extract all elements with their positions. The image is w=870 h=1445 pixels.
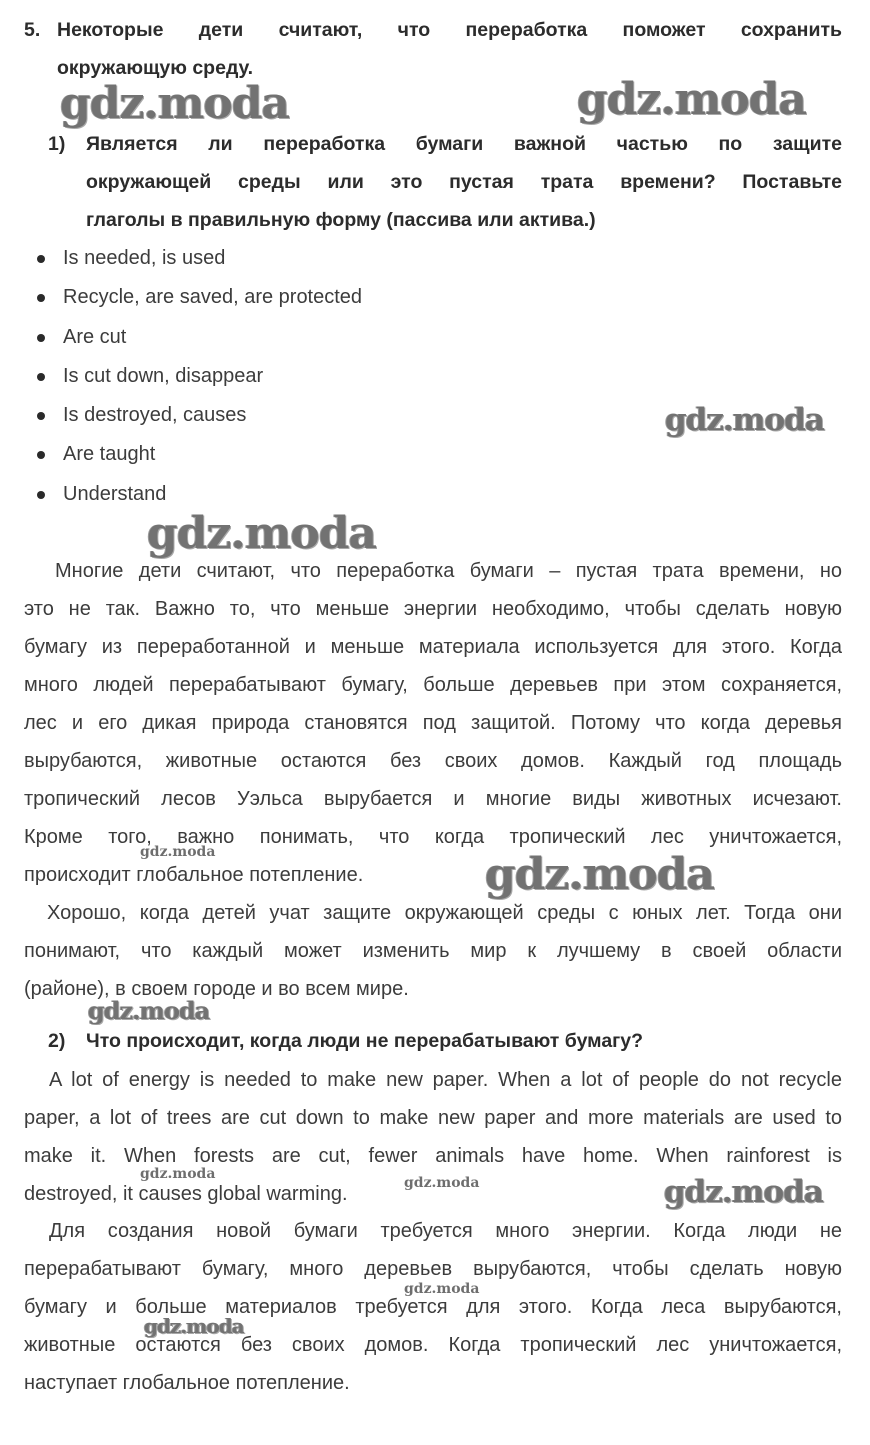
bullet-icon (37, 373, 45, 381)
list-item (63, 396, 763, 435)
paragraph-line: (районе), в своем городе и во всем мире. (24, 978, 409, 1000)
paragraph-line: Для создания новой бумаги требуется много энергии. Когда люди не (49, 1220, 842, 1242)
paragraph-line: вырубаются, животные остаются без своих домов. Каждый год площадь (24, 750, 842, 772)
watermark: gdz.moda (140, 1166, 216, 1182)
paragraph-line: make it. When forests are cut, fewer animals have home. When rainforest is (24, 1145, 842, 1167)
bullet-icon (37, 412, 45, 420)
question1-line: глаголы в правильную форму (пассива или актива.) (86, 209, 596, 231)
paragraph-ru-2 (24, 894, 842, 1008)
task-line: окружающую среду. (57, 57, 254, 79)
answer-text: Are cut (63, 325, 127, 348)
watermark: gdz.moda (404, 1281, 480, 1297)
watermark: gdz.moda (577, 74, 807, 125)
paragraph-line: destroyed, it causes global warming. (24, 1183, 348, 1205)
watermark: gdz.moda (664, 1174, 823, 1210)
paragraph-line: много людей перерабатывают бумагу, больше деревьев при этом сохраняется, (24, 674, 842, 696)
paragraph-line: Многие дети считают, что переработка бумаги – пустая трата времени, но (55, 560, 842, 582)
bullet-icon (37, 334, 45, 342)
question2-text: Что происходит, когда люди не перерабатывают бумагу? (86, 1030, 644, 1052)
watermark: gdz.moda (60, 78, 290, 129)
watermark: gdz.moda (140, 844, 216, 860)
bullet-icon (37, 451, 45, 459)
watermark: gdz.moda (88, 996, 210, 1025)
paragraph-line: Кроме того, важно понимать, что когда тропический лес уничтожается, (24, 826, 842, 848)
answer-text: Is cut down, disappear (63, 364, 264, 387)
list-item (63, 278, 763, 317)
answer-text: Is destroyed, causes (63, 404, 247, 427)
answer-text: Understand (63, 482, 167, 505)
paragraph-line: Хорошо, когда детей учат защите окружающей среды с юных лет. Тогда они (47, 902, 842, 924)
paragraph-ru-1 (24, 552, 842, 894)
watermark: gdz.moda (144, 1314, 244, 1338)
paragraph-ru-3 (24, 1212, 842, 1402)
task-line: Некоторые дети считают, что переработка поможет сохранить (57, 19, 842, 41)
watermark: gdz.moda (665, 402, 824, 438)
watermark: gdz.moda (404, 1175, 480, 1191)
list-item (63, 318, 763, 357)
question1-number: 1) (48, 133, 66, 155)
watermark: gdz.moda (485, 849, 715, 900)
question2-number: 2) (48, 1030, 66, 1052)
paragraph-line: paper, a lot of trees are cut down to make new paper and more materials are used to (24, 1107, 842, 1129)
answer-text: Recycle, are saved, are protected (63, 286, 363, 309)
paragraph-line: тропический лесов Уэльса вырубается и многие виды животных исчезают. (24, 788, 842, 810)
paragraph-line: A lot of energy is needed to make new paper. When a lot of people do not recycle (49, 1069, 842, 1091)
answer-text: Is needed, is used (63, 247, 226, 269)
paragraph-line: наступает глобальное потепление. (24, 1372, 350, 1394)
bullet-icon (37, 294, 45, 302)
paragraph-line: происходит глобальное потепление. (24, 864, 364, 886)
list-item (63, 435, 763, 474)
paragraph-line: перерабатывают бумагу, много деревьев вырубаются, чтобы сделать новую (24, 1258, 842, 1280)
paragraph-line: животные остаются без своих домов. Когда тропический лес уничтожается, (24, 1334, 842, 1356)
paragraph-line: бумагу из переработанной и меньше материала используется для этого. Когда (24, 636, 842, 658)
paragraph-line: лес и его дикая природа становятся под защитой. Потому что когда деревья (24, 712, 842, 734)
paragraph-line: понимают, что каждый может изменить мир к лучшему в своей области (24, 940, 842, 962)
question1-line: Является ли переработка бумаги важной частью по защите (86, 133, 842, 155)
paragraph-line: бумагу и больше материалов требуется для этого. Когда леса вырубаются, (24, 1296, 842, 1318)
watermark: gdz.moda (147, 508, 377, 559)
paragraph-line: это не так. Важно то, что меньше энергии необходимо, чтобы сделать новую (24, 598, 842, 620)
question1-line: окружающей среды или это пустая трата времени? Поставьте (86, 171, 842, 193)
question1-text (86, 125, 842, 239)
list-item (63, 357, 763, 396)
bullet-icon (37, 255, 45, 263)
task-number: 5. (24, 19, 41, 41)
bullet-icon (37, 491, 45, 499)
answer-text: Are taught (63, 443, 156, 466)
list-item (63, 239, 763, 278)
answers-list (63, 239, 763, 514)
